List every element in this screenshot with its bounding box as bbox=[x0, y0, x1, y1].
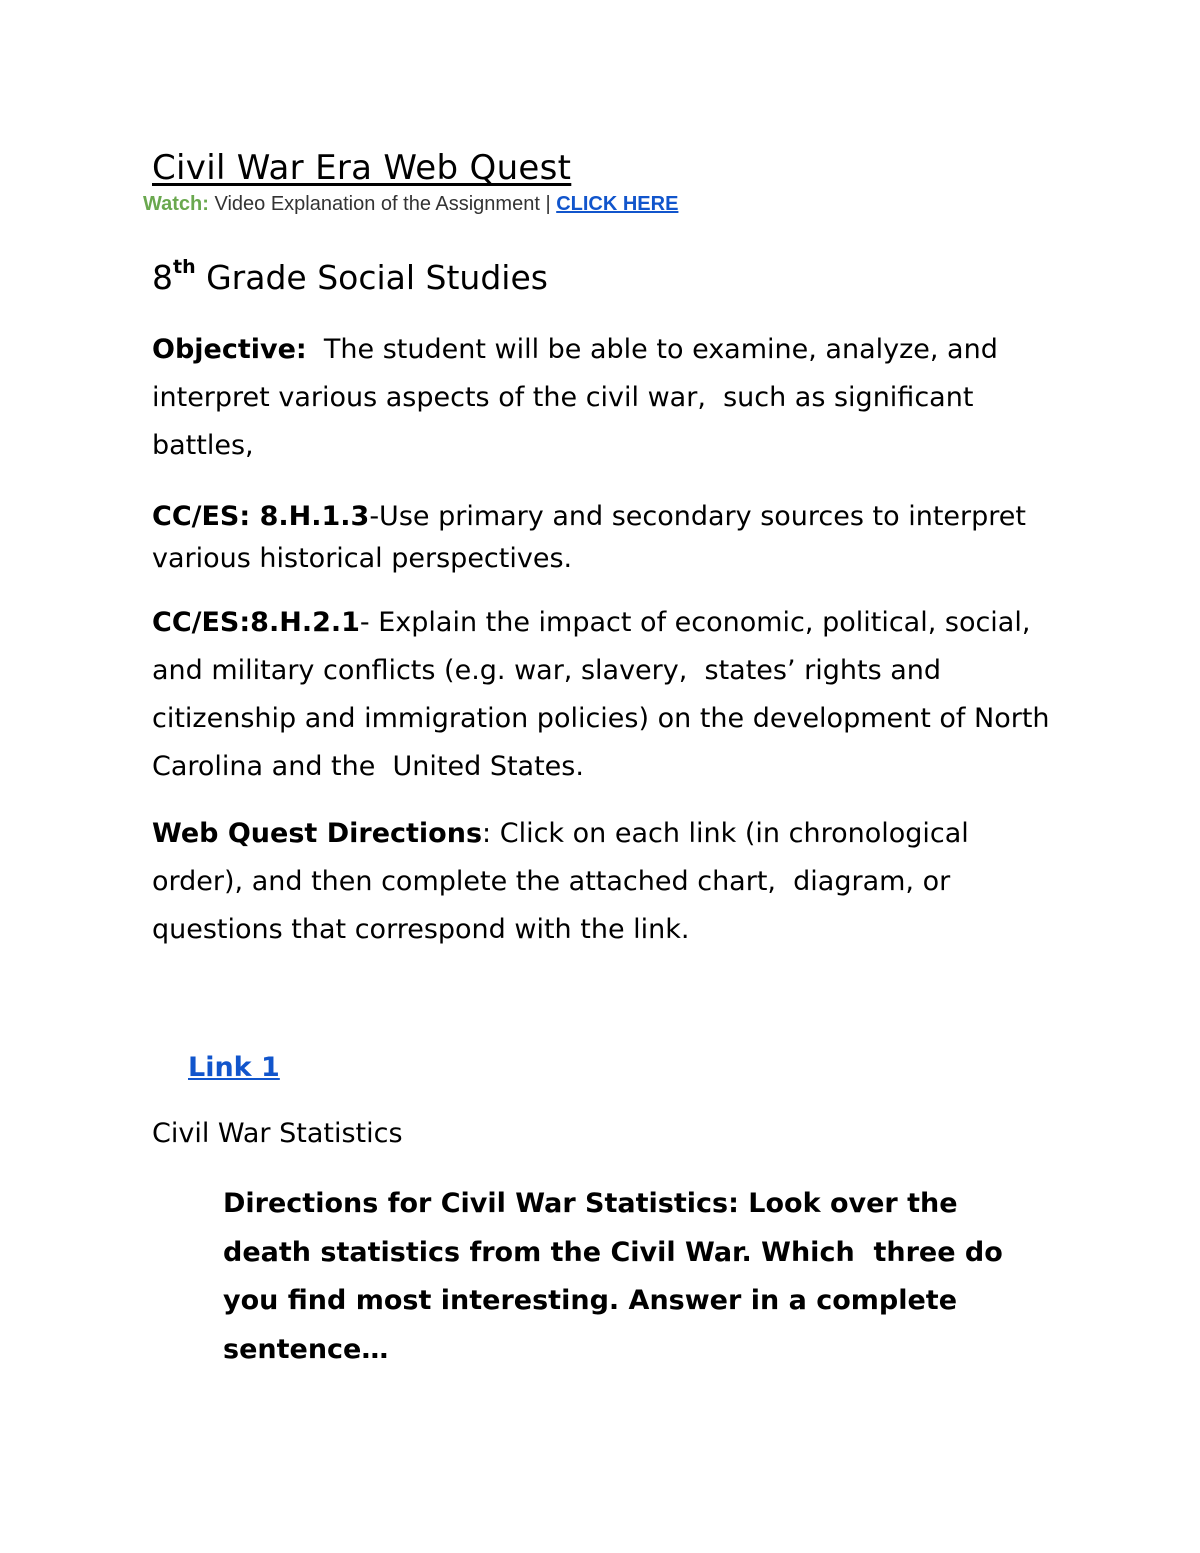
web-quest-directions-colon: : bbox=[482, 818, 492, 849]
standard-2-label: CC/ES:8.H.2.1 bbox=[152, 607, 360, 638]
web-quest-directions-paragraph bbox=[152, 810, 1052, 954]
watch-text: Video Explanation of the Assignment | bbox=[208, 193, 557, 215]
grade-number: 8 bbox=[152, 258, 173, 297]
watch-video-line bbox=[143, 193, 678, 216]
click-here-link[interactable]: CLICK HERE bbox=[556, 193, 679, 215]
web-quest-directions-text: Click on each link (in chronological order), and then complete the attached chart, diagram, or questions that correspond with the link. bbox=[152, 818, 978, 945]
civil-war-statistics-directions: Directions for Civil War Statistics: Look over the death statistics from the Civil War. Which three do you find most interesting. Answer in a complete sentence… bbox=[223, 1188, 1013, 1365]
grade-text: Grade Social Studies bbox=[195, 258, 548, 297]
grade-heading bbox=[152, 258, 548, 297]
grade-suffix: th bbox=[173, 256, 196, 278]
standard-2-paragraph bbox=[152, 599, 1059, 791]
link-1[interactable]: Link 1 bbox=[188, 1052, 280, 1083]
objective-text: The student will be able to examine, analyze, and interpret various aspects of the civil war, such as significant battles, bbox=[152, 334, 1007, 461]
document-title: Civil War Era Web Quest bbox=[152, 148, 572, 188]
watch-label: Watch: bbox=[143, 193, 209, 215]
standard-1-paragraph bbox=[152, 496, 1052, 580]
objective-label: Objective: bbox=[152, 334, 307, 365]
standard-2-text: - Explain the impact of economic, political, social, and military conflicts (e.g. war, slavery, states’ rights and citizenship and immigration policies) on the development of North Carolina and the United States. bbox=[152, 607, 1059, 782]
civil-war-statistics-heading: Civil War Statistics bbox=[152, 1118, 403, 1149]
web-quest-directions-label: Web Quest Directions bbox=[152, 818, 483, 849]
objective-paragraph bbox=[152, 326, 1052, 470]
standard-1-label: CC/ES: 8.H.1.3 bbox=[152, 501, 370, 532]
standard-1-text: -Use primary and secondary sources to interpret various historical perspectives. bbox=[152, 501, 1026, 574]
